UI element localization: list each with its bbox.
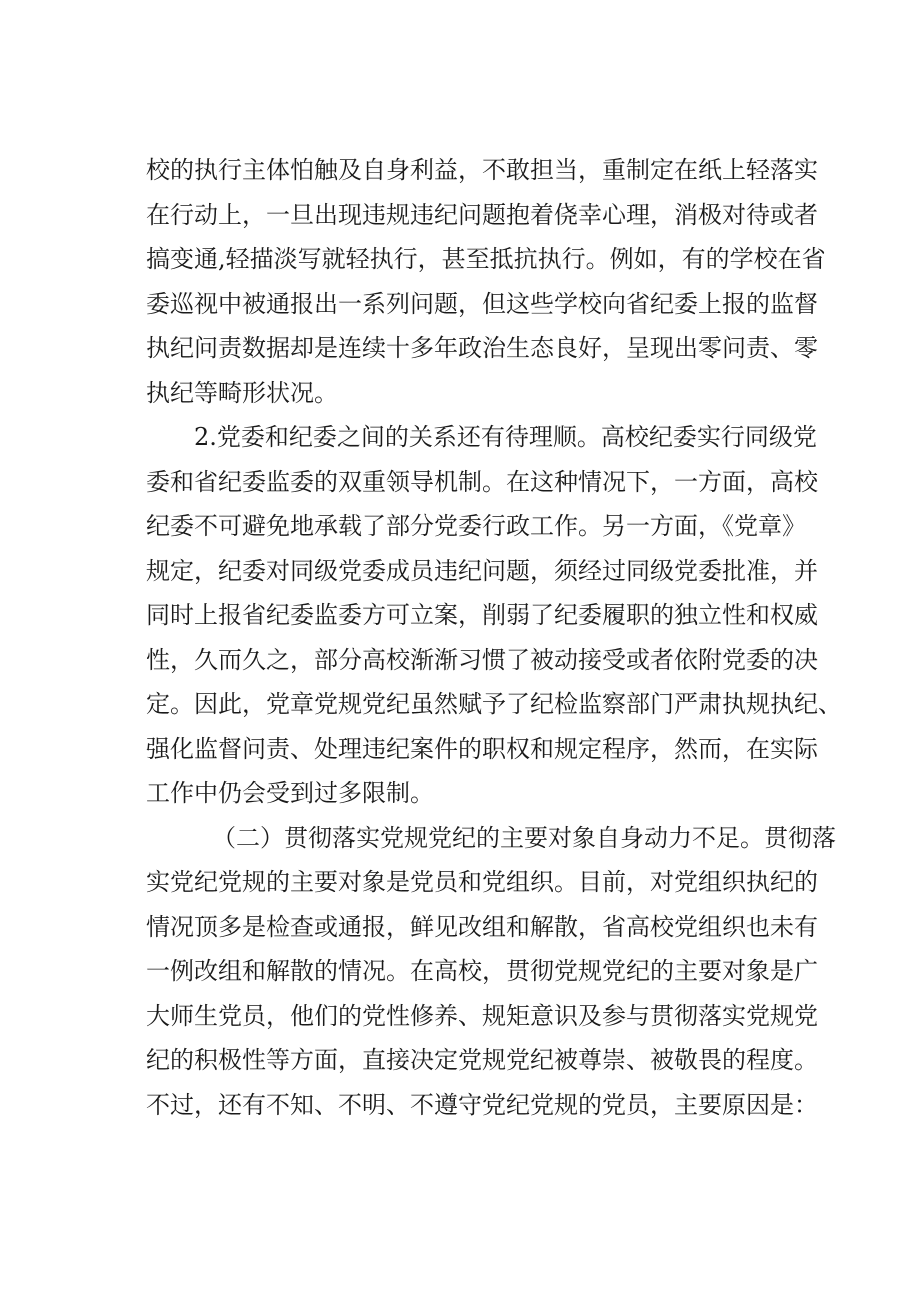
text-line: 情况顶多是检查或通报，鲜见改组和解散，省高校党组织也未有: [146, 912, 818, 941]
text-line: 同时上报省纪委监委方可立案，削弱了纪委履职的独立性和权威: [146, 601, 818, 629]
text-line: 纪委不可避免地承载了部分党委行政工作。另一方面，《党章》: [146, 512, 806, 540]
text-line: 强化监督问责、处理违纪案件的职权和规定程序，然而，在实际: [146, 734, 818, 763]
text-line: 不过，还有不知、不明、不遵守党纪党规的党员，主要原因是：: [146, 1090, 818, 1119]
text-line: 委和省纪委监委的双重领导机制。在这种情况下，一方面，高校: [146, 467, 818, 496]
section-heading-line: （二）贯彻落实党规党纪的主要对象自身动力不足。贯彻落: [212, 823, 836, 852]
body-text: [146, 148, 842, 1127]
paragraph-3: [146, 816, 836, 1128]
text-line: 校的执行主体怕触及自身利益，不敢担当，重制定在纸上轻落实: [146, 156, 818, 184]
text-line: 纪的积极性等方面，直接决定党规党纪被尊崇、被敬畏的程度。: [146, 1046, 818, 1074]
text-line: 规定，纪委对同级党委成员违纪问题，须经过同级党委批准，并: [146, 556, 818, 585]
text-line: 执纪等畸形状况。: [146, 378, 338, 407]
text-line: 在行动上，一旦出现违规违纪问题抱着侥幸心理，消极对待或者: [146, 200, 818, 229]
text-line: 搞变通,轻描淡写就轻执行，甚至抵抗执行。例如，有的学校在省: [146, 245, 826, 273]
text-line: 委巡视中被通报出一系列问题，但这些学校向省纪委上报的监督: [146, 289, 818, 318]
text-line: 一例改组和解散的情况。在高校，贯彻党规党纪的主要对象是广: [146, 957, 818, 985]
text-line: 2.党委和纪委之间的关系还有待理顺。高校纪委实行同级党: [194, 423, 817, 451]
text-line: 大师生党员，他们的党性修养、规矩意识及参与贯彻落实党规党: [146, 1001, 818, 1030]
text-line: 性，久而久之，部分高校渐渐习惯了被动接受或者依附党委的决: [146, 645, 818, 674]
paragraph-2: [146, 415, 842, 816]
paragraph-1: [146, 148, 826, 415]
text-line: 执纪问责数据却是连续十多年政治生态良好，呈现出零问责、零: [146, 334, 818, 362]
text-line: 实党纪党规的主要对象是党员和党组织。目前，对党组织执纪的: [146, 868, 818, 896]
text-line: 工作中仍会受到过多限制。: [146, 779, 434, 807]
text-line: 定。因此，党章党规党纪虽然赋予了纪检监察部门严肃执规执纪、: [146, 690, 842, 718]
